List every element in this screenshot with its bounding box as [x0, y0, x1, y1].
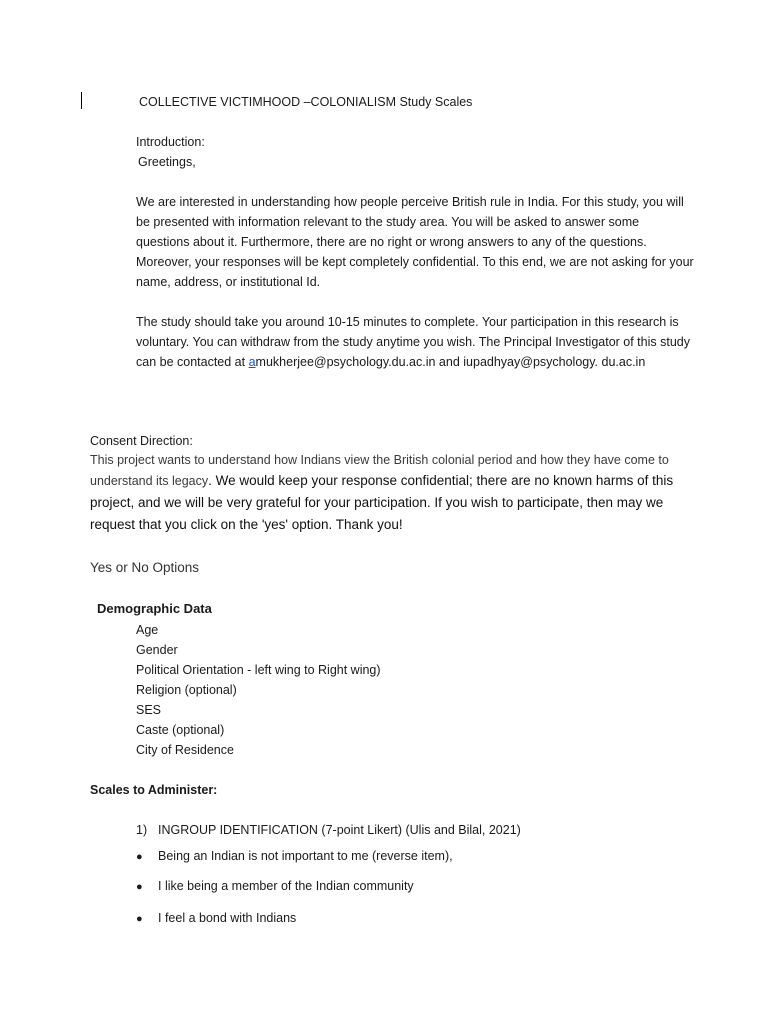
intro-heading: Introduction: [136, 135, 205, 149]
intro-paragraph-2-end: mukherjee@psychology.du.ac.in and iupadhyay@psychology. du.ac.in [255, 355, 646, 369]
scale-1-item-3: I feel a bond with Indians [158, 911, 297, 925]
intro-paragraph-2 [136, 312, 696, 372]
consent-heading: Consent Direction: [90, 434, 193, 448]
list-item [136, 846, 453, 867]
list-item: City of Residence [136, 743, 234, 757]
list-item: Gender [136, 643, 178, 657]
consent-text-part-2: . We would keep your response confidential; there are no known harms of this project, and we will be very grateful for your participation. If you wish to participate, then may we request that you click on the 'yes' option. Thank you! [90, 473, 674, 532]
scale-1-item-2: I like being a member of the Indian community [158, 879, 414, 893]
list-item: Political Orientation - left wing to Right wing) [136, 663, 381, 677]
scale-1-item-1: Being an Indian is not important to me (reverse item), [158, 849, 453, 863]
email-link[interactable]: a [248, 355, 256, 369]
bullet-icon: ● [136, 913, 143, 925]
list-item: Religion (optional) [136, 683, 237, 697]
list-item: SES [136, 703, 162, 717]
text-cursor [81, 92, 82, 109]
intro-paragraph-2-start: The study should take you around 10-15 minutes to complete. Your participation in this research is voluntary. You can withdraw from the study anytime you wish. The Principal Investigator of this study can be contacted at [136, 315, 690, 369]
scales-heading: Scales to Administer: [90, 783, 218, 797]
list-item [136, 908, 296, 929]
consent-text [90, 450, 680, 536]
list-item [136, 876, 414, 897]
intro-paragraph-1: We are interested in understanding how people perceive British rule in India. For this study, you will be presented with information relevant to the study area. You will be asked to answer some questions about it. Furthermore, there are no right or wrong answers to any of the questions. Moreover, your responses will be kept completely confidential. To this end, we are not asking for your name, address, or institutional Id. [136, 195, 694, 289]
bullet-icon: ● [136, 881, 143, 893]
list-item: Caste (optional) [136, 723, 225, 737]
scale-1-number: 1) [136, 823, 148, 837]
yes-no-options: Yes or No Options [90, 560, 200, 575]
demographics-heading: Demographic Data [97, 601, 212, 616]
list-item: Age [136, 623, 159, 637]
consent-text-part-1: This project wants to understand how Indians view the British colonial period and how they have come to understand its legacy [90, 453, 669, 488]
demographics-list [136, 620, 381, 760]
scale-1-title-line [136, 820, 521, 840]
scale-1-title: INGROUP IDENTIFICATION (7-point Likert) (Ulis and Bilal, 2021) [158, 823, 521, 837]
document-title: COLLECTIVE VICTIMHOOD –COLONIALISM Study Scales [139, 95, 473, 109]
bullet-icon: ● [136, 851, 143, 863]
intro-greeting: Greetings, [138, 155, 196, 169]
